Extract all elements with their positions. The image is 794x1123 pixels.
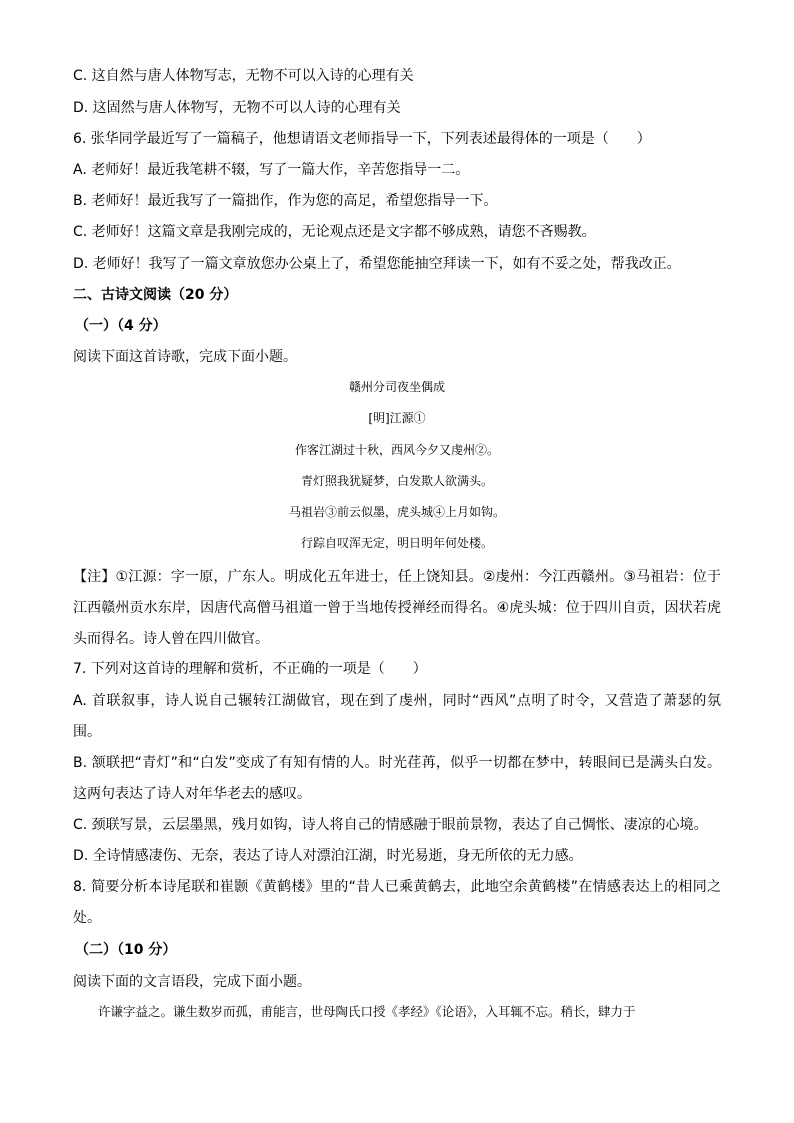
question-6-stem: 6. 张华同学最近写了一篇稿子，他想请语文老师指导一下，下列表述最得体的一项是（ ） [73, 131, 651, 147]
part-1-instruction: 阅读下面这首诗歌，完成下面小题。 [73, 349, 297, 365]
poem-line-2: 青灯照我犹疑梦，白发欺人欲满头。 [300, 474, 493, 488]
part-2-heading: （二）（10 分） [75, 942, 177, 958]
q7-option-c: C. 颈联写景，云层墨黑，残月如钩，诗人将自己的情感融于眼前景物，表达了自己惆怅、凄凉的心境。 [73, 817, 708, 833]
q7-option-b: B. 颔联把“青灯”和“白发”变成了有知有情的人。时光荏苒，似乎一切都在梦中，转眼间已是满头白发。这两句表达了诗人对年华老去的感叹。 [73, 755, 721, 802]
question-8: 8. 简要分析本诗尾联和崔颢《黄鹤楼》里的“昔人已乘黄鹤去，此地空余黄鹤楼”在情感表达上的相同之处。 [73, 879, 721, 926]
poem-title: 赣州分司夜坐偶成 [348, 380, 445, 394]
poem-line-3: 马祖岩③前云似墨，虎头城④上月如钩。 [288, 505, 505, 519]
part-1-heading: （一）（4 分） [75, 318, 167, 334]
q6-option-b: B. 老师好！最近我写了一篇拙作，作为您的高足，希望您指导一下。 [73, 193, 498, 209]
section-heading-ancient-poetry: 二、古诗文阅读（20 分） [73, 287, 238, 303]
question-7-stem: 7. 下列对这首诗的理解和赏析，不正确的一项是（ ） [73, 661, 427, 677]
poem-author: [明]江源① [368, 411, 426, 425]
poem-line-1: 作客江湖过十秋，西风今夕又虔州②。 [294, 443, 499, 457]
q6-option-c: C. 老师好！这篇文章是我刚完成的，无论观点还是文字都不够成熟，请您不吝赐教。 [73, 224, 596, 240]
classical-prose-passage: 许谦字益之。谦生数岁而孤，甫能言，世母陶氏口授《孝经》《论语》，入耳辄不忘。稍长，肆力于 [98, 1004, 636, 1019]
q6-option-d: D. 老师好！我写了一篇文章放您办公桌上了，希望您能抽空拜读一下，如有不妥之处，帮我改正。 [73, 256, 681, 272]
q5-option-d: D. 这固然与唐人体物写，无物不可以人诗的心理有关 [73, 100, 401, 116]
q7-option-d: D. 全诗情感凄伤、无奈，表达了诗人对漂泊江湖，时光易逝，身无所依的无力感。 [73, 848, 583, 864]
q7-option-a: A. 首联叙事，诗人说自己辗转江湖做官，现在到了虔州，同时“西风”点明了时令，又营造了萧瑟的氛围。 [73, 693, 721, 740]
part-2-instruction: 阅读下面的文言语段，完成下面小题。 [73, 974, 311, 990]
poem-note: 【注】①江源：字一原，广东人。明成化五年进士，任上饶知县。②虔州：今江西赣州。③马祖岩：位于江西赣州贡水东岸，因唐代高僧马祖道一曾于当地传授禅经而得名。④虎头城：位于四川自贡，因状若虎头而得名。诗人曾在四川做官。 [73, 569, 721, 647]
poem-line-4: 行踪自叹浑无定，明日明年何处楼。 [300, 536, 493, 550]
q5-option-c: C. 这自然与唐人体物写志，无物不可以入诗的心理有关 [73, 68, 414, 84]
q6-option-a: A. 老师好！最近我笔耕不辍，写了一篇大作，辛苦您指导一二。 [73, 162, 470, 178]
